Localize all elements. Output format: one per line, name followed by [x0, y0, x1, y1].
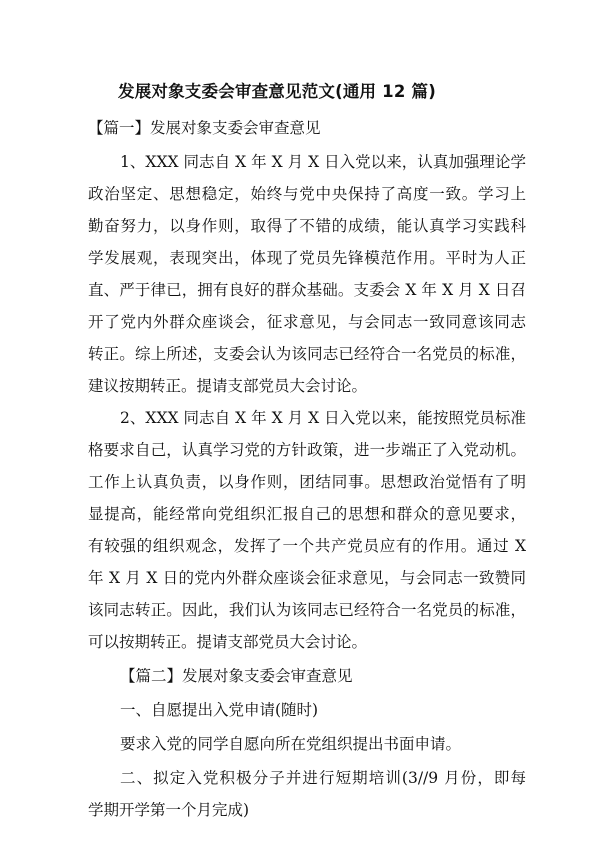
list-item: 二、拟定入党积极分子并进行短期培训(3//9 月份，即每: [120, 769, 526, 787]
paragraph-line: 工作上认真负责，以身作则，团结同事。思想政治觉悟有了明: [88, 473, 526, 491]
list-item: 一、自愿提出入党申请(随时): [120, 701, 319, 719]
paragraph-line: 勤奋努力，以身作则，取得了不错的成绩，能认真学习实践科: [88, 217, 526, 235]
document-title: 发展对象支委会审查意见范文(通用 12 篇): [118, 82, 436, 101]
paragraph-line: 可以按期转正。提请支部党员大会讨论。: [88, 633, 368, 651]
paragraph-line: 学期开学第一个月完成): [88, 801, 250, 819]
paragraph-line: 2、XXX 同志自 X 年 X 月 X 日入党以来，能按照党员标准: [120, 409, 526, 427]
paragraph-line: 1、XXX 同志自 X 年 X 月 X 日入党以来，认真加强理论学: [120, 153, 526, 171]
paragraph-line: 该同志转正。因此，我们认为该同志已经符合一名党员的标准，: [88, 601, 526, 619]
paragraph-line: 有较强的组织观念，发挥了一个共产党员应有的作用。通过 X: [88, 537, 526, 555]
section-heading: 【篇二】发展对象支委会审查意见: [120, 667, 353, 685]
paragraph-line: 直、严于律已，拥有良好的群众基础。支委会 X 年 X 月 X 日召: [88, 281, 526, 299]
section-heading: 【篇一】发展对象支委会审查意见: [88, 119, 321, 137]
paragraph-line: 要求入党的同学自愿向所在党组织提出书面申请。: [120, 735, 462, 753]
paragraph-line: 格要求自己，认真学习党的方针政策，进一步端正了入党动机。: [88, 441, 526, 459]
paragraph-line: 年 X 月 X 日的党内外群众座谈会征求意见，与会同志一致赞同: [88, 569, 526, 587]
paragraph-line: 建议按期转正。提请支部党员大会讨论。: [88, 377, 368, 395]
paragraph-line: 学发展观，表现突出，体现了党员先锋模范作用。平时为人正: [88, 249, 526, 267]
paragraph-line: 转正。综上所述，支委会认为该同志已经符合一名党员的标准，: [88, 345, 526, 363]
paragraph-line: 显提高，能经常向党组织汇报自己的思想和群众的意见要求，: [88, 505, 526, 523]
paragraph-line: 政治坚定、思想稳定，始终与党中央保持了高度一致。学习上: [88, 185, 526, 203]
paragraph-line: 开了党内外群众座谈会，征求意见，与会同志一致同意该同志: [88, 313, 526, 331]
